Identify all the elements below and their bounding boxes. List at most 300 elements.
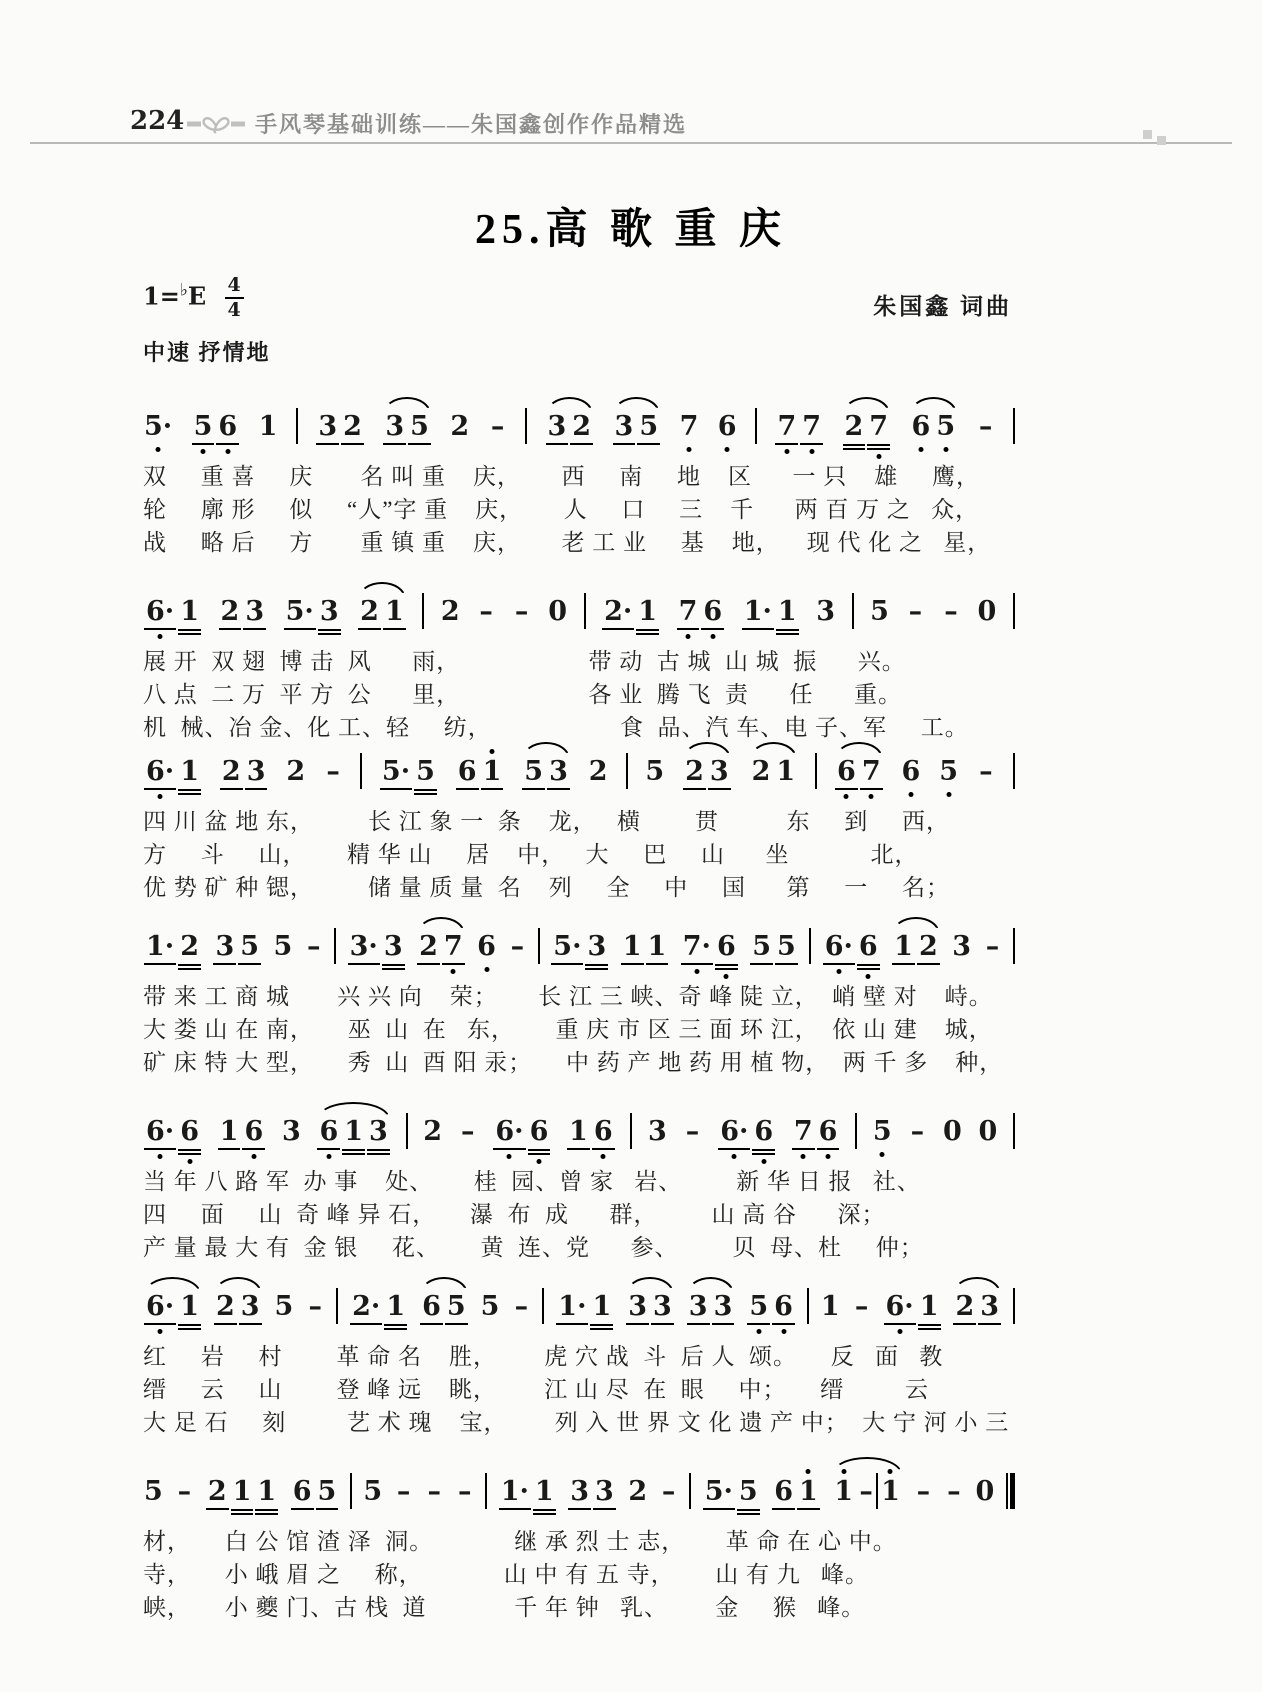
note: 6	[702, 598, 723, 625]
note: 1	[180, 595, 199, 627]
note: 1	[180, 755, 199, 787]
dash-note: –	[510, 930, 525, 962]
note: 3	[245, 595, 265, 627]
note: 2	[220, 595, 240, 627]
low-octave-dot	[536, 1159, 541, 1164]
slur-note-group	[416, 930, 466, 962]
slur-note-group	[834, 755, 884, 787]
lyric-line: 大 足 石 刻 艺 术 瑰 宝， 列 入 世 界 文 化 遗 产 中； 大 宁 河 小 三	[143, 1410, 1010, 1435]
low-octave-dot	[187, 1159, 192, 1164]
barline	[755, 408, 757, 444]
high-octave-dot	[806, 1469, 811, 1474]
note: 3	[385, 410, 405, 442]
note: 2	[423, 1115, 442, 1147]
dash-note: –	[514, 1290, 529, 1322]
slur-note-group	[831, 1473, 903, 1509]
lyric-line: 展 开 双 翅 博 击 风 雨， 带 动 古 城 山 城 振 兴。	[143, 649, 906, 674]
note-group	[566, 1115, 616, 1147]
notation-line	[143, 575, 1015, 645]
slur-note-group	[749, 755, 799, 787]
note: 5·	[553, 930, 582, 962]
note: 5	[870, 595, 889, 627]
barline	[538, 928, 540, 964]
notation-line	[143, 910, 1015, 980]
note: 3	[549, 755, 568, 787]
note: 6	[753, 1118, 774, 1145]
note-group	[555, 1290, 614, 1322]
note: 2	[343, 410, 362, 442]
barline	[626, 753, 628, 789]
note-group	[746, 1290, 796, 1322]
note: 2	[419, 930, 438, 962]
note: 6·	[145, 598, 175, 625]
low-octave-dot	[784, 449, 789, 454]
lyric-line: 轮 廓 形 似 “人”字 重 庆， 人 口 三 千 两 百 万 之 众，	[143, 497, 980, 522]
note: 1	[894, 930, 913, 962]
note-group	[550, 930, 609, 962]
dash-note: –	[177, 1475, 192, 1507]
note-group	[212, 930, 262, 962]
low-octave-dot	[801, 1154, 806, 1159]
lyric-line: 红 岩 村 革 命 名 胜， 虎 穴 战 斗 后 人 颂。 反 面 教	[143, 1344, 944, 1369]
slur-note-group	[213, 1290, 263, 1322]
barline	[360, 753, 362, 789]
low-octave-dot	[686, 447, 691, 452]
note: 5	[645, 755, 665, 787]
note: 3	[318, 410, 338, 442]
note: 5	[273, 930, 293, 962]
music-system	[143, 390, 1015, 559]
note-group	[883, 1290, 942, 1322]
note-group	[791, 1115, 841, 1147]
dash-note: –	[308, 1290, 322, 1322]
music-system	[143, 575, 1015, 744]
note: 5·	[143, 413, 173, 440]
note: 1	[180, 1290, 199, 1322]
note: 6	[529, 1118, 550, 1145]
page-number: 224	[130, 106, 185, 136]
note: 6	[179, 1118, 200, 1145]
low-octave-dot	[225, 449, 230, 454]
note-group	[771, 1475, 821, 1507]
barline	[809, 928, 811, 964]
note: 3	[980, 1290, 1000, 1322]
note: 6·	[885, 1293, 915, 1320]
low-octave-dot	[836, 969, 841, 974]
note: 2	[751, 755, 771, 787]
note: 1	[622, 930, 642, 962]
notation-line	[143, 1270, 1015, 1340]
low-octave-dot	[601, 1154, 606, 1159]
note-group	[205, 1475, 279, 1507]
note: 5	[410, 410, 429, 442]
dash-note: –	[685, 1115, 700, 1147]
note: 5	[639, 410, 659, 442]
dash-note: –	[978, 410, 993, 442]
note: 1	[569, 1115, 588, 1147]
note-group	[676, 595, 726, 627]
note-group	[218, 595, 268, 627]
note: 6	[422, 1290, 441, 1322]
low-octave-dot	[326, 1154, 331, 1159]
note: 3	[383, 930, 403, 962]
note: 3	[369, 1115, 388, 1147]
note: 2	[207, 1475, 227, 1507]
barline	[1013, 1288, 1015, 1324]
note: 5	[193, 413, 214, 440]
note: 3	[648, 1115, 667, 1147]
low-octave-dot	[158, 1329, 163, 1334]
dash-note: –	[910, 1115, 925, 1147]
note: 7	[776, 413, 797, 440]
note: 5	[524, 755, 544, 787]
lyric-line: 八 点 二 万 平 方 公 里， 各 业 腾 飞 责 任 重。	[143, 682, 902, 707]
dash-note: –	[427, 1475, 441, 1507]
note: 0	[977, 595, 997, 627]
barline	[406, 1113, 408, 1149]
note: 2	[360, 595, 379, 627]
dash-note: –	[916, 1475, 931, 1507]
music-system	[143, 1095, 1015, 1264]
lyric-line: 材， 白 公 馆 渣 泽 洞。 继 承 烈 士 志， 革 命 在 心 中。	[143, 1529, 897, 1554]
header-deco-square	[1143, 130, 1152, 139]
note: 6·	[719, 1118, 749, 1145]
note: 6	[318, 1118, 339, 1145]
note: 3	[688, 1290, 708, 1322]
time-denominator: 4	[225, 297, 244, 320]
note-group	[217, 1115, 267, 1147]
ornament-icon	[185, 110, 247, 139]
note: 1·	[558, 1290, 587, 1322]
note: 3	[587, 930, 607, 962]
barline	[485, 1473, 487, 1509]
note: 2	[685, 755, 704, 787]
low-octave-dot	[732, 1154, 737, 1159]
barline	[852, 593, 854, 629]
note-group	[379, 755, 438, 787]
low-octave-dot	[451, 969, 456, 974]
note: 1	[232, 1475, 252, 1507]
note: 3	[816, 595, 836, 627]
note-group	[620, 930, 670, 962]
note-group	[680, 930, 739, 962]
low-octave-dot	[761, 1159, 766, 1164]
note: 3	[281, 1115, 301, 1147]
note: 2	[215, 1290, 235, 1322]
note: 6	[716, 933, 737, 960]
note: 7	[678, 598, 699, 625]
note: 1	[777, 595, 797, 627]
note: 3	[709, 755, 729, 787]
note: 1·	[500, 1475, 529, 1507]
lyric-line: 四 川 盆 地 东， 长 江 象 一 条 龙， 横 贯 东 到 西，	[143, 809, 950, 834]
slur-note-group	[545, 410, 595, 442]
note-group	[717, 1115, 776, 1147]
note: 0	[943, 1115, 962, 1147]
note: 5	[416, 755, 435, 787]
slur-note-group	[382, 410, 432, 442]
notation-line	[143, 390, 1015, 460]
low-octave-dot	[866, 974, 871, 979]
low-octave-dot	[507, 1154, 512, 1159]
music-system	[143, 1455, 1015, 1624]
note: 1	[592, 1290, 612, 1322]
note: 0	[975, 1475, 995, 1507]
lyric-line: 双 重 喜 庆 名 叫 重 庆， 西 南 地 区 一 只 雄 鹰，	[143, 464, 980, 489]
note: 2	[440, 595, 460, 627]
composer-credit: 朱国鑫 词曲	[873, 294, 1012, 319]
barline	[296, 408, 298, 444]
barline	[584, 593, 586, 629]
note: 5·	[285, 595, 314, 627]
dash-note: –	[985, 930, 1000, 962]
note: 5	[748, 1293, 769, 1320]
slur-note-group	[682, 755, 732, 787]
lyric-line: 峡， 小 夔 门、古 栈 道 千 年 钟 乳、 金 猴 峰。	[143, 1595, 866, 1620]
low-octave-dot	[943, 447, 948, 452]
lyric-line: 方 斗 山， 精 华 山 居 中， 大 巴 山 坐 北，	[143, 842, 919, 867]
barline	[422, 593, 424, 629]
note: 5	[938, 758, 959, 785]
notation-line	[143, 1455, 1015, 1525]
note: 1·	[743, 595, 772, 627]
note: 6	[911, 413, 932, 440]
key-time-signature	[143, 276, 244, 320]
song-title: 25.高 歌 重 庆	[474, 207, 787, 253]
note: 2	[918, 930, 938, 962]
high-octave-dot	[489, 749, 494, 754]
note: 7	[443, 933, 464, 960]
low-octave-dot	[484, 967, 489, 972]
note: 6	[901, 758, 922, 785]
note: 6	[243, 1118, 264, 1145]
low-octave-dot	[158, 1154, 163, 1159]
dash-note: –	[457, 1475, 472, 1507]
note: 1	[534, 1475, 554, 1507]
barline	[334, 928, 336, 964]
note: 5	[480, 1290, 500, 1322]
notation-line	[143, 1095, 1015, 1165]
lyric-line: 战 略 后 方 重 镇 重 庆， 老 工 业 基 地， 现 代 化 之 星，	[143, 530, 992, 555]
barline	[689, 1473, 691, 1509]
music-system	[143, 1270, 1015, 1439]
low-octave-dot	[725, 447, 730, 452]
slur-note-group	[143, 1290, 202, 1322]
music-system	[143, 735, 1015, 904]
note: 2	[572, 410, 592, 442]
low-octave-dot	[826, 1154, 831, 1159]
low-octave-dot	[158, 634, 163, 639]
low-octave-dot	[908, 792, 913, 797]
note-group	[191, 410, 241, 442]
low-octave-dot	[710, 634, 715, 639]
dash-note: –	[514, 595, 529, 627]
slur-note-group	[612, 410, 662, 442]
note: 2	[286, 755, 306, 787]
tempo-marking: 中速 抒情地	[143, 340, 271, 365]
note: 1	[647, 930, 667, 962]
slur-note-group	[316, 1115, 390, 1147]
note-group	[498, 1475, 557, 1507]
music-system	[143, 910, 1015, 1079]
note-group	[702, 1475, 761, 1507]
page-header	[0, 104, 1262, 144]
dash-note: –	[326, 755, 340, 787]
lyric-line: 四 面 山 奇 峰 异 石， 瀑 布 成 群， 山 高 谷 深；	[143, 1202, 886, 1227]
barline	[1013, 928, 1015, 964]
final-barline	[1006, 1473, 1015, 1509]
note: 5	[872, 1118, 893, 1145]
note: 1	[384, 595, 404, 627]
note: 3	[713, 1290, 733, 1322]
note: 6·	[145, 1118, 175, 1145]
note: 1	[919, 1290, 939, 1322]
note: 3	[246, 755, 266, 787]
note: 2	[955, 1290, 975, 1322]
note: 5	[144, 1475, 163, 1507]
note: 6	[292, 1475, 312, 1507]
note: 6	[457, 755, 477, 787]
note: 7	[793, 1118, 814, 1145]
low-octave-dot	[844, 794, 849, 799]
slur-note-group	[686, 1290, 736, 1322]
note: 7	[861, 758, 882, 785]
note-group	[774, 410, 824, 442]
dash-note: –	[854, 1290, 869, 1322]
note: 3	[628, 1290, 648, 1322]
note: 0	[548, 595, 567, 627]
note: 1	[219, 1115, 239, 1147]
low-octave-dot	[756, 1329, 761, 1334]
note: 7	[868, 413, 889, 440]
note: 6	[217, 413, 238, 440]
lyric-line: 缙 云 山 登 峰 远 眺， 江 山 尽 在 眼 中； 缙 云	[143, 1377, 929, 1402]
barline	[1013, 408, 1015, 444]
note: 1	[820, 1290, 840, 1322]
barline	[630, 1113, 632, 1149]
note: 5	[935, 413, 956, 440]
note-group	[749, 930, 799, 962]
note: 6	[858, 933, 879, 960]
note-group	[347, 930, 406, 962]
slur-note-group	[952, 1290, 1002, 1322]
note: 1	[482, 758, 503, 785]
low-octave-dot	[880, 1152, 885, 1157]
high-octave-dot	[888, 1469, 893, 1474]
note: 2·	[352, 1290, 381, 1322]
slur-note-group	[419, 1290, 469, 1322]
low-octave-dot	[869, 794, 874, 799]
low-octave-dot	[694, 969, 699, 974]
note: 1	[880, 1478, 901, 1505]
low-octave-dot	[918, 447, 923, 452]
barline	[1013, 1113, 1015, 1149]
key-note: E	[187, 281, 207, 311]
slur-note-group	[842, 410, 892, 442]
time-signature	[225, 276, 244, 320]
note: 6·	[145, 758, 175, 785]
lyric-line: 矿 床 特 大 型， 秀 山 酉 阳 汞； 中 药 产 地 药 用 植 物， 两 千 多 种，	[143, 1050, 1004, 1075]
dash-note: –	[479, 595, 493, 627]
lyric-line: 寺， 小 峨 眉 之 称， 山 中 有 五 寺， 山 有 九 峰。	[143, 1562, 869, 1587]
note: 5	[752, 930, 771, 962]
note: 6	[593, 1118, 614, 1145]
note-group	[219, 755, 269, 787]
lyric-line: 产 量 最 大 有 金 银 花、 黄 连、党 参、 贝 母、杜 仲；	[143, 1235, 924, 1260]
flat-sign: ♭	[179, 280, 188, 301]
note: 6	[818, 1118, 839, 1145]
barline	[855, 1113, 857, 1149]
low-octave-dot	[781, 1329, 786, 1334]
note: 7·	[682, 933, 712, 960]
note-group	[283, 595, 342, 627]
low-octave-dot	[685, 634, 690, 639]
note: 2	[221, 755, 241, 787]
low-octave-dot	[201, 449, 206, 454]
note-group	[315, 410, 365, 442]
note: 5	[363, 1475, 383, 1507]
note: 2·	[604, 595, 633, 627]
notation-line	[143, 735, 1015, 805]
barline	[1013, 593, 1015, 629]
barline	[1013, 753, 1015, 789]
note: 3	[215, 930, 235, 962]
dash-note: –	[396, 1475, 411, 1507]
barline	[542, 1288, 544, 1324]
note: 6	[836, 758, 857, 785]
dash-note: –	[947, 1475, 961, 1507]
note: 5	[738, 1475, 758, 1507]
barline	[876, 1473, 878, 1509]
slur-note-group	[357, 595, 407, 627]
lyric-line: 优 势 矿 种 锶， 储 量 质 量 名 列 全 中 国 第 一 名；	[143, 875, 950, 900]
note: 1	[344, 1115, 364, 1147]
note: 3	[595, 1475, 614, 1507]
note: 6	[476, 933, 497, 960]
key-prefix: 1=	[143, 281, 180, 311]
note: 1	[776, 755, 796, 787]
dash-note: –	[460, 1115, 475, 1147]
note: 6·	[494, 1118, 524, 1145]
note: 5	[777, 930, 796, 962]
header-rule	[30, 142, 1232, 144]
dash-note: –	[979, 755, 993, 787]
note-group	[143, 755, 202, 787]
note: 6	[774, 1475, 793, 1507]
dash-note: –	[859, 1475, 873, 1507]
note-group	[143, 595, 202, 627]
note: 6·	[145, 1293, 175, 1320]
low-octave-dot	[158, 794, 163, 799]
slur-note-group	[909, 410, 959, 442]
note: 3	[614, 410, 634, 442]
note: 3	[653, 1290, 672, 1322]
low-octave-dot	[724, 974, 729, 979]
note: 2	[450, 410, 470, 442]
note: 5·	[704, 1475, 733, 1507]
note-group	[567, 1475, 617, 1507]
note: 0	[978, 1115, 998, 1147]
note-group	[492, 1115, 551, 1147]
note: 3	[240, 1290, 260, 1322]
barline	[525, 408, 527, 444]
note: 1	[386, 1290, 406, 1322]
slur-note-group	[891, 930, 941, 962]
note: 5	[274, 1290, 294, 1322]
dash-note: –	[661, 1475, 676, 1507]
lyric-line: 机 械、冶 金、化 工、轻 纺， 食 品、汽 车、电 子、军 工。	[143, 715, 969, 740]
barline	[350, 1473, 352, 1509]
